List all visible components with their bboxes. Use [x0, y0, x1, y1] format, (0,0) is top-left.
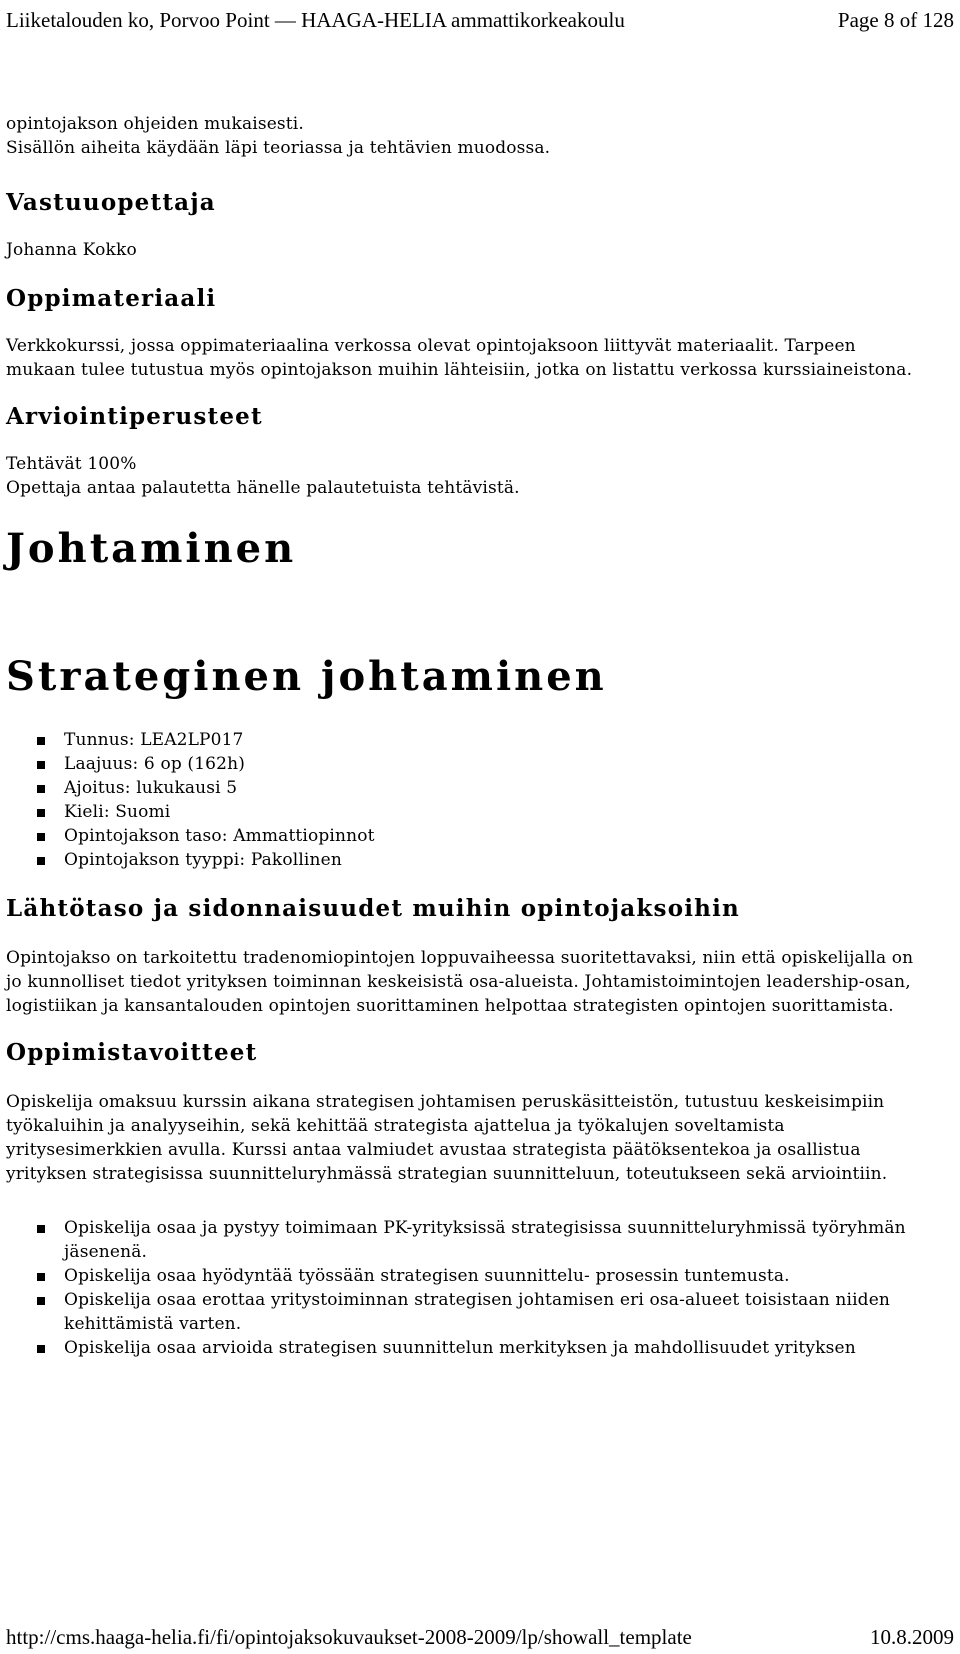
- list-item: Laajuus: 6 op (162h): [6, 752, 926, 776]
- footer-date: 10.8.2009: [870, 1625, 954, 1649]
- learning-goals-list: [6, 1216, 926, 1360]
- course-info-list: [6, 728, 926, 872]
- oppimistavoitteet-heading: Oppimistavoitteet: [6, 1039, 258, 1066]
- list-item: Opiskelija osaa ja pystyy toimimaan PK-yrityksissä strategisissa suunnitteluryhmissä työryhmän jäsenenä.: [6, 1216, 926, 1264]
- header-title: Liiketalouden ko, Porvoo Point — HAAGA-HELIA ammattikorkeakoulu: [6, 8, 625, 32]
- bullet-icon: [37, 785, 45, 793]
- bullet-icon: [37, 833, 45, 841]
- intro-line: Sisällön aiheita käydään läpi teoriassa ja tehtävien muodossa.: [6, 138, 551, 158]
- bullet-icon: [37, 1225, 45, 1233]
- bullet-icon: [37, 1297, 45, 1305]
- arviointi-line: Opettaja antaa palautetta hänelle palautetuista tehtävistä.: [6, 478, 520, 498]
- vastuuopettaja-heading: Vastuuopettaja: [6, 189, 216, 216]
- list-item: Opiskelija osaa arvioida strategisen suunnittelun merkityksen ja mahdollisuudet yrityksen: [6, 1336, 926, 1360]
- bullet-icon: [37, 737, 45, 745]
- oppimateriaali-heading: Oppimateriaali: [6, 285, 217, 312]
- oppimateriaali-text: Verkkokurssi, jossa oppimateriaalina verkossa olevat opintojaksoon liittyvät materiaalit. Tarpeen mukaan tulee tutustua myös opintojakson muihin lähteisiin, jotka on listattu verkossa kurssiaineistona.: [6, 336, 913, 380]
- arviointi-line: Tehtävät 100%: [6, 454, 137, 474]
- list-item: Kieli: Suomi: [6, 800, 926, 824]
- lahtotaso-text: Opintojakso on tarkoitettu tradenomiopintojen loppuvaiheessa suoritettavaksi, niin että opiskelijalla on jo kunnolliset tiedot yrityksen toiminnan keskeisistä osa-alueista. Johtamistoimintojen leadership-osan, logistiikan ja kansantalouden opintojen suorittaminen helpottaa strategisten opintojen suorittamista.: [6, 948, 914, 1016]
- oppimistavoitteet-text: Opiskelija omaksuu kurssin aikana strategisen johtamisen peruskäsitteistön, tutustuu keskeisimpiin työkaluihin ja analyyseihin, sekä kehittää strategista ajattelua ja työkalujen soveltamista yritysesimerkkien avulla. Kurssi antaa valmiudet avustaa strategista päätöksentekoa ja osallistua yrityksen strategisissa suunnitteluryhmässä strategian suunnitteluun, toteutukseen sekä arviointiin.: [6, 1092, 888, 1184]
- bullet-icon: [37, 857, 45, 865]
- page-number: Page 8 of 128: [837, 8, 954, 32]
- arviointi-heading: Arviointiperusteet: [6, 403, 263, 430]
- list-item: Opiskelija osaa hyödyntää työssään strategisen suunnittelu- prosessin tuntemusta.: [6, 1264, 926, 1288]
- list-item: Opintojakson taso: Ammattiopinnot: [6, 824, 926, 848]
- document-body: [6, 112, 926, 1360]
- list-item: Ajoitus: lukukausi 5: [6, 776, 926, 800]
- bullet-icon: [37, 1273, 45, 1281]
- bullet-icon: [37, 1345, 45, 1353]
- teacher-name: Johanna Kokko: [6, 240, 137, 260]
- section-title: Johtaminen: [6, 525, 297, 572]
- course-title: Strateginen johtaminen: [6, 653, 607, 700]
- intro-line: opintojakson ohjeiden mukaisesti.: [6, 114, 304, 134]
- footer-url: http://cms.haaga-helia.fi/fi/opintojaksokuvaukset-2008-2009/lp/showall_template: [6, 1625, 692, 1649]
- bullet-icon: [37, 761, 45, 769]
- lahtotaso-heading: Lähtötaso ja sidonnaisuudet muihin opintojaksoihin: [6, 895, 740, 922]
- list-item: Tunnus: LEA2LP017: [6, 728, 926, 752]
- bullet-icon: [37, 809, 45, 817]
- list-item: Opintojakson tyyppi: Pakollinen: [6, 848, 926, 872]
- list-item: Opiskelija osaa erottaa yritystoiminnan strategisen johtamisen eri osa-alueet toisistaan niiden kehittämistä varten.: [6, 1288, 926, 1336]
- page-footer: [6, 1620, 954, 1654]
- page-header: [6, 0, 954, 40]
